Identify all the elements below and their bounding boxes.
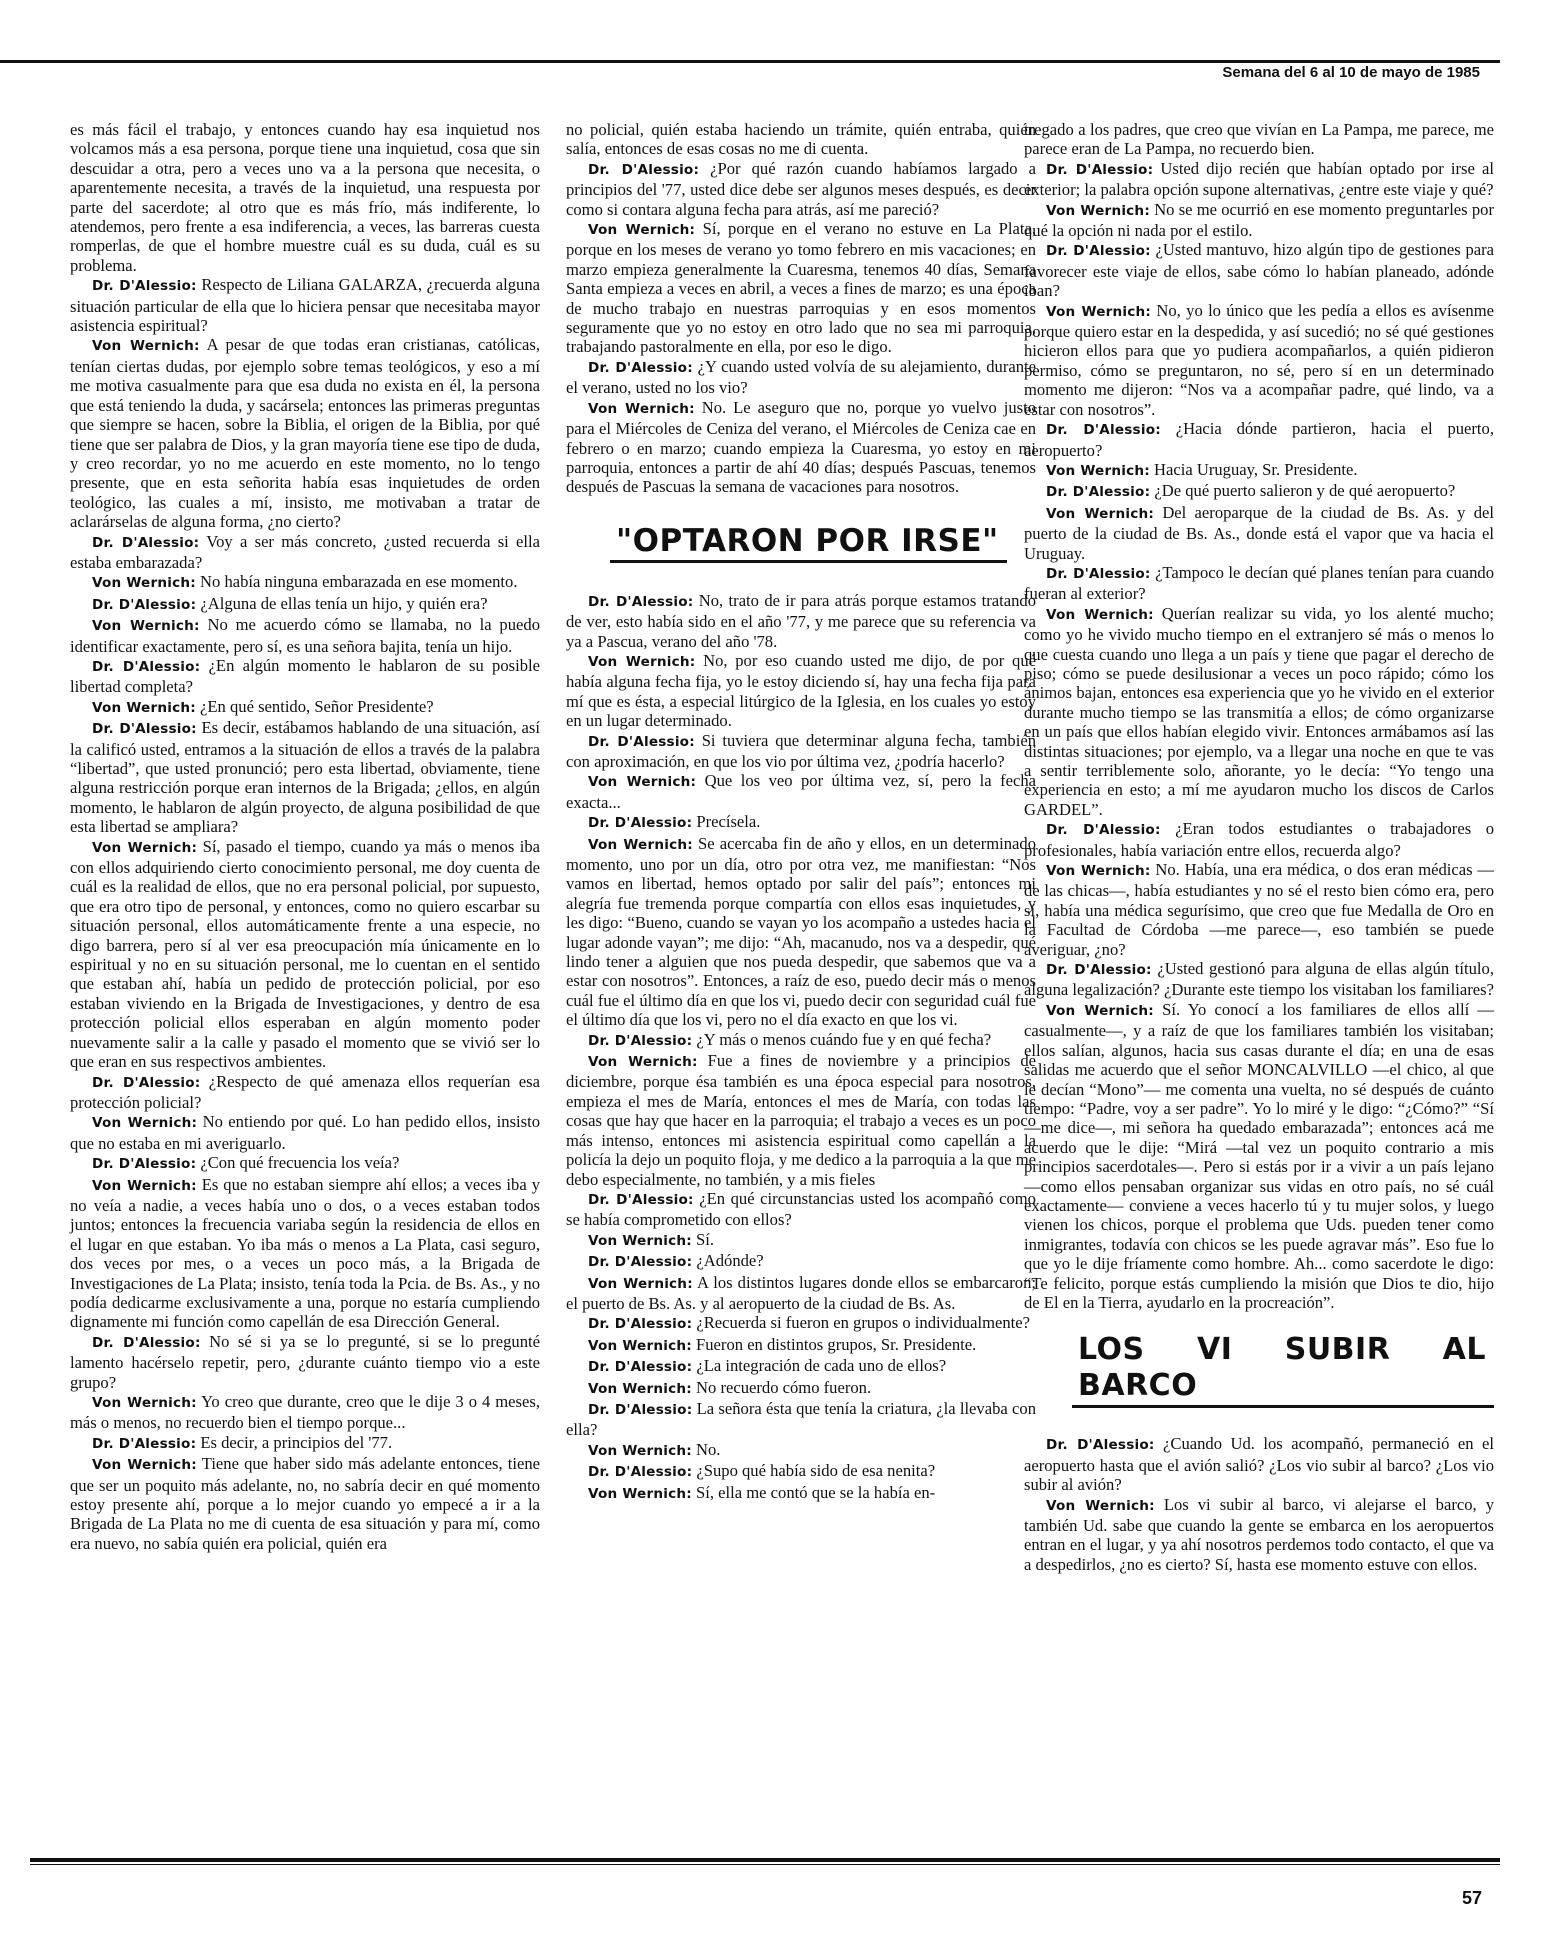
dialogue-text: Es que no estaban siempre ahí ellos; a veces iba y no veía a nadie, a veces había uno o dos, o a veces estaban todos juntos; entonces la frecuencia variaba según la residencia de ellos en el lugar en que estaban. Yo iba más o menos a La Plata, casi seguro, dos veces por mes, o a veces un poco más, a la Brigada de Investigaciones de La Plata; insisto, tenía toda la Pcia. de Bs. As., y no podía dedicarme exclusivamente a una, porque no estaría cumpliendo dignamente mi función como capellán de esa Dirección General. (70, 1174, 540, 1332)
speaker-label: Von Wernich: (1046, 462, 1150, 479)
dialogue-turn (566, 1051, 1036, 1189)
dialogue-turn (1024, 200, 1494, 241)
speaker-label: Von Wernich: (92, 1395, 197, 1411)
speaker-label: Dr. D'Alessio: (1046, 1437, 1155, 1454)
dialogue-text: ¿Hacia dónde partieron, hacia el puerto, aeropuerto? (1024, 419, 1494, 460)
dialogue-text: Que los veo por última vez, sí, pero la fecha exacta... (566, 771, 1036, 812)
speaker-label: Dr. D'Alessio: (588, 815, 693, 832)
dialogue-turn (566, 1189, 1036, 1230)
dialogue-text: No, yo lo único que les pedía a ellos es avísenme porque quiero estar en la despedida, y así sucedió; no sé qué gestiones hicieron ellos para que yo pudiera acompañarlos, a quién pidieron permiso, cómo se preguntaron, no sé, pero sí en un determinado momento me dijeron: “Nos va a acompañar padre, qué lindo, va a estar con nosotros”. (1024, 300, 1494, 419)
dialogue-text: ¿La integración de cada uno de ellos? (696, 1356, 947, 1376)
dialogue-text: ¿Y más o menos cuándo fue y en qué fecha? (696, 1029, 992, 1049)
dialogue-turn (70, 1112, 540, 1153)
dialogue-text: A pesar de que todas eran cristianas, católicas, tenían ciertas dudas, por ejemplo sobre temas teológicos, y eso a mí me motiva casualmente para que esa duda no exista en él, la persona que está teniendo la duda, y sacársela; entonces las primeras preguntas que siempre se hacen, sobre la Biblia, el origen de la Biblia, por qué tiene que ser palabra de Dios, y la gran mayoría tiene ese tipo de duda, y creo recordar, yo no me acuerdo en este momento, no lo tengo presente, que en esta señorita había esas inquietudes de orden teológico, las cuales a mí, insisto, me motivaban a tratar de aclarárselas de alguna forma, ¿no cierto? (70, 335, 541, 532)
section-heading: "OPTARON POR IRSE" (610, 523, 1007, 563)
speaker-label: Dr. D'Alessio: (92, 1156, 197, 1173)
dialogue-turn (1024, 240, 1494, 300)
dialogue-text: tregado a los padres, que creo que vivían en La Pampa, me parece, me parece eran de La Pampa, no recuerdo bien. (1024, 120, 1494, 159)
dialogue-text: Querían realizar su vida, yo los alenté mucho; como yo he vivido mucho tiempo en el extranjero sé más o menos lo que cuesta cuando uno llega a un país y tiene que pagar el derecho de piso; cómo se puede desilusionar a veces un poco rápido; cómo los ánimos bajan, entonces esa experiencia que yo he vivido en el exterior durante mucho tiempo se las transmitía a ellos; de cómo organizarse en un país que ellos habían elegido vivir. Entonces armábamos así las distintas situaciones; por ejemplo, va a llegar una noche en que te vas a sentir terriblemente solo, añorante, yo le decía: “Yo tengo una experiencia en esto; a mí me ayudaron mucho los discos de Carlos GARDEL”. (1024, 603, 1494, 819)
dialogue-turn (1024, 1495, 1494, 1575)
speaker-label: Von Wernich: (588, 1232, 692, 1249)
dialogue-text: ¿En algún momento le hablaron de su posible libertad completa? (70, 655, 540, 697)
dialogue-turn (566, 1313, 1036, 1334)
speaker-label: Dr. D'Alessio: (1046, 484, 1151, 501)
speaker-label: Dr. D'Alessio: (92, 658, 201, 675)
dialogue-turn (1024, 301, 1494, 419)
dialogue-turn (566, 771, 1036, 812)
dialogue-text: Sí, porque en el verano no estuve en La Plata, porque en los meses de verano yo tomo febrero en mis vacaciones; en marzo empieza generalmente la Cuaresma, tenemos 40 días, Semana Santa empieza a veces en abril, a veces a fines de marzo; es una época de mucho trabajo en nuestras parroquias y en esos momentos seguramente que yo no estoy en otro lado que no sea mi parroquia, trabajando pastoralmente en ella, por eso le digo. (566, 219, 1036, 357)
speaker-label: Von Wernich: (588, 653, 696, 670)
speaker-label: Dr. D'Alessio: (1046, 161, 1154, 178)
dialogue-text: ¿Adónde? (696, 1251, 764, 1271)
dialogue-turn (1024, 460, 1494, 481)
dialogue-turn (566, 812, 1036, 833)
dialogue-turn (566, 591, 1036, 651)
footer-rule-thin (30, 1864, 1500, 1865)
speaker-label: Von Wernich: (588, 1275, 693, 1292)
dialogue-turn (70, 572, 540, 593)
dialogue-turn (566, 1230, 1036, 1251)
speaker-label: Von Wernich: (588, 774, 697, 791)
dialogue-text: Se acercaba fin de año y ellos, en un determinado momento, uno por un día, otro por otra vez, me manifiestan: “Nos vamos en libertad, hemos optado por salir del país”; entonces mi alegría fue tremenda porque compartía con ellos esas inquietudes, y les digo: “Bueno, cuando se vayan yo los acompaño a ustedes hacia el lugar adonde vayan”; me dijo: “Ah, macanudo, nos va a despedir, qué lindo tener a alguien que nos pueda despedir, que sabemos que va a estar con nosotros”. Entonces, a raíz de eso, puedo decir más o menos cuál fue el último día en que los vi, puedo decir con seguridad cuál fue el último día que los vi, pero no el día exacto en que los vi. (566, 833, 1036, 1030)
dialogue-turn (70, 1392, 540, 1433)
speaker-label: Dr. D'Alessio: (588, 1254, 693, 1271)
dialogue-turn (566, 1378, 1036, 1399)
column-left (70, 120, 540, 1553)
dialogue-text: No, trato de ir para atrás porque estamos tratando de ver, esto había sido en el año '77, y me parece que su referencia va ya a Pascua, verano del año '78. (566, 590, 1036, 651)
dialogue-turn (1024, 959, 1494, 1000)
header-date: Semana del 6 al 10 de mayo de 1985 (1222, 64, 1480, 81)
dialogue-text: Voy a ser más concreto, ¿usted recuerda si ella estaba embarazada? (70, 531, 541, 572)
speaker-label: Von Wernich: (1046, 303, 1152, 320)
dialogue-text: Es decir, estábamos hablando de una situación, así la calificó usted, entramos a la situación de ellos a través de la palabra “libertad”, que usted pronunció; pero esta libertad, obviamente, tiene alguna restricción porque eran internos de la Brigada; ¿ellos, en algún momento, le hablaron de algún proyecto, de alguna posibilidad de que esta libertad se ampliara? (70, 718, 540, 837)
continued-paragraph (1024, 120, 1494, 159)
dialogue-turn (566, 1440, 1036, 1461)
speaker-label: Dr. D'Alessio: (588, 359, 693, 376)
dialogue-turn (70, 718, 540, 836)
dialogue-turn (70, 532, 540, 573)
dialogue-text: A los distintos lugares donde ellos se embarcaron; el puerto de Bs. As. y al aeropuerto de la ciudad de Bs. As. (566, 1272, 1036, 1313)
speaker-label: Von Wernich: (92, 699, 196, 716)
dialogue-text: No me acuerdo cómo se llamaba, no la puedo identificar exactamente, pero sí, es una señora bajita, tenía un hijo. (70, 615, 540, 656)
dialogue-turn (566, 1030, 1036, 1051)
speaker-label: Von Wernich: (588, 1380, 692, 1397)
speaker-label: Von Wernich: (92, 1115, 198, 1132)
speaker-label: Von Wernich: (588, 1337, 692, 1354)
speaker-label: Von Wernich: (588, 1485, 692, 1502)
dialogue-turn (566, 731, 1036, 772)
speaker-label: Dr. D'Alessio: (588, 161, 700, 178)
speaker-label: Von Wernich: (92, 1457, 197, 1474)
dialogue-text: La señora ésta que tenía la criatura, ¿la llevaba con ella? (566, 1398, 1036, 1440)
speaker-label: Von Wernich: (588, 400, 695, 417)
speaker-label: Von Wernich: (588, 836, 693, 853)
speaker-label: Von Wernich: (1046, 1497, 1155, 1514)
dialogue-text: No sé si ya se lo pregunté, si se lo pregunté lamento hacérselo repetir, pero, ¿durante cuánto tiempo vio a este grupo? (70, 1331, 540, 1392)
dialogue-text: Sí. Yo conocí a los familiares de ellos allí —casualmente—, y a raíz de que los familiares también los visitaban; ellos salían, algunos, hacia sus casas durante el día; en una de esas salidas me acuerdo que el señor MONCALVILLO —el chico, al que le decían “Mono”— me comenta una vuelta, no sé después de cuánto tiempo: “Padre, voy a ser padre”. Yo lo miré y le digo: “¿Cómo?” “Sí —me dice—, mi señora ha quedado embarazada”; entonces acá me acuerdo que le dije: “Mirá —tal vez un poquito contrario a mis principios sacerdotales—. Pero si estás por ir a vivir a un país lejano —como ellos pensaban organizar sus vidas en otro país, no sé cuál exactamente— conviene a veces hacerlo tú y tu mujer solos, y luego vienen los chicos, porque el problema que Uds. pueden tener como inmigrantes, todavía con chicos se les puede agravar más”. Eso fue lo que yo le dije fríamente como hombre. Ah... como sacerdote le digo: “Te felicito, porque estás cumpliendo la misión que Dios te dio, hijo de El en la Tierra, ayudarlo en la procreación”. (1024, 999, 1494, 1312)
dialogue-turn (566, 357, 1036, 398)
dialogue-text: No había ninguna embarazada en ese momento. (200, 572, 518, 592)
dialogue-turn (1024, 1434, 1494, 1494)
dialogue-turn (70, 1153, 540, 1174)
speaker-label: Dr. D'Alessio: (1046, 962, 1152, 979)
dialogue-turn (566, 1251, 1036, 1272)
dialogue-turn (1024, 159, 1494, 200)
dialogue-turn (1024, 1000, 1494, 1313)
column-right (1024, 120, 1494, 1574)
dialogue-turn (70, 1332, 540, 1392)
speaker-label: Dr. D'Alessio: (588, 593, 694, 610)
dialogue-text: ¿Y cuando usted volvía de su alejamiento, durante el verano, usted no los vio? (566, 356, 1036, 398)
dialogue-text: es más fácil el trabajo, y entonces cuando hay esa inquietud nos volcamos más a esa persona, porque tiene una inquietud, cosa que sin descuidar a otra, pero a veces uno va a la persona que necesita, o aparentemente necesita, a través de la inquietud, una respuesta por parte del sacerdote; al otro que es más frío, más indiferente, lo atendemos, pero frente a esa indiferencia, a veces, las barreras cuesta romperlas, de que el hombre muestre cuál es su duda, cuál es su problema. (70, 120, 540, 275)
dialogue-text: Hacia Uruguay, Sr. Presidente. (1154, 459, 1358, 479)
dialogue-text: Yo creo que durante, creo que le dije 3 o 4 meses, más o menos, no recuerdo bien el tiempo porque... (70, 1392, 540, 1433)
dialogue-turn (566, 1461, 1036, 1482)
dialogue-text: ¿Respecto de qué amenaza ellos requerían esa protección policial? (70, 1071, 540, 1112)
dialogue-text: ¿En qué sentido, Señor Presidente? (200, 696, 434, 716)
dialogue-turn (70, 1072, 540, 1113)
dialogue-text: Sí, ella me contó que se la había en- (696, 1482, 936, 1502)
speaker-label: Dr. D'Alessio: (92, 1074, 201, 1091)
speaker-label: Dr. D'Alessio: (92, 721, 197, 738)
section-heading: LOS VI SUBIR AL BARCO (1072, 1332, 1494, 1408)
dialogue-text: No, por eso cuando usted me dijo, de por qué había alguna fecha fija, yo le estoy diciendo sí, hay una fecha fija para mí que es ésta, a especial litúrgico de la Iglesia, en los cuales yo estoy en un lugar determinado. (566, 650, 1036, 731)
dialogue-turn (70, 335, 540, 531)
speaker-label: Dr. D'Alessio: (1046, 422, 1161, 439)
dialogue-turn (70, 1454, 540, 1553)
dialogue-turn (70, 1433, 540, 1454)
dialogue-turn (70, 656, 540, 697)
dialogue-turn (1024, 419, 1494, 460)
dialogue-text: No. (696, 1439, 721, 1459)
dialogue-text: ¿Usted mantuvo, hizo algún tipo de gestiones para favorecer este viaje de ellos, sabe cómo lo habían planeado, adónde iban? (1024, 240, 1494, 301)
speaker-label: Von Wernich: (92, 1177, 197, 1194)
speaker-label: Von Wernich: (92, 839, 198, 856)
footer-rule (30, 1858, 1500, 1862)
dialogue-text: Fueron en distintos grupos, Sr. Presidente. (696, 1334, 977, 1354)
dialogue-text: ¿Recuerda si fueron en grupos o individualmente? (696, 1313, 1030, 1333)
speaker-label: Von Wernich: (1046, 202, 1150, 219)
speaker-label: Von Wernich: (1046, 505, 1155, 522)
speaker-label: Von Wernich: (1046, 863, 1151, 880)
dialogue-turn (566, 1399, 1036, 1440)
dialogue-text: ¿Con qué frecuencia los veía? (200, 1153, 400, 1173)
dialogue-text: No. Había, una era médica, o dos eran médicas —de las chicas—, había estudiantes y no sé el resto bien cómo era, pero sí, había una médica segurísimo, que creo que fue Medalla de Oro en la Facultad de Córdoba —me parece—, eso también se puede averiguar, ¿no? (1024, 860, 1494, 959)
speaker-label: Dr. D'Alessio: (92, 1435, 197, 1452)
speaker-label: Von Wernich: (1046, 606, 1154, 623)
dialogue-turn (566, 1273, 1036, 1314)
dialogue-text: ¿Eran todos estudiantes o trabajadores o profesionales, había variación entre ellos, recuerda algo? (1024, 819, 1495, 860)
dialogue-text: Sí, pasado el tiempo, cuando ya más o menos iba con ellos adquiriendo cierto conocimiento personal, me doy cuenta de cuál es la realidad de ellos, que no era personal policial, por supuesto, que era otro tipo de personal, y entonces, como no quiero escarbar su situación personal, ellos automáticamente frente a una especie, no digo barrera, pero sí al ver esa preocupación mía únicamente en lo espiritual y no en su situación personal, me lo cuentan en el sentido que estaban ahí, había un pedido de protección policial, por eso estaban viviendo en la Brigada de Investigaciones, y dentro de esa protección policial ellos esperaban en algún momento poder nuevamente salir a la calle y pasado el momento que se vivió ser lo que eran en sus respectivos ambientes. (70, 836, 540, 1072)
page-number: 57 (1461, 1888, 1482, 1908)
speaker-label: Dr. D'Alessio: (588, 733, 695, 750)
speaker-label: Dr. D'Alessio: (92, 534, 200, 551)
dialogue-text: ¿Alguna de ellas tenía un hijo, y quién era? (200, 593, 488, 613)
dialogue-turn (70, 615, 540, 656)
dialogue-text: No recuerdo cómo fueron. (696, 1377, 872, 1397)
speaker-label: Von Wernich: (588, 1054, 698, 1071)
speaker-label: Von Wernich: (92, 618, 200, 635)
dialogue-turn (1024, 563, 1494, 604)
dialogue-turn (566, 1335, 1036, 1356)
dialogue-text: ¿Cuando Ud. los acompañó, permaneció en el aeropuerto hasta que el avión salió? ¿Los vio subir al barco? ¿Los vio subir al avión? (1024, 1434, 1494, 1495)
dialogue-text: No se me ocurrió en ese momento preguntarles por qué la opción ni nada por el estilo. (1024, 199, 1494, 241)
dialogue-turn (70, 594, 540, 615)
dialogue-turn (566, 398, 1036, 497)
dialogue-text: ¿En qué circunstancias usted los acompañó como se había comprometido con ellos? (566, 1188, 1036, 1230)
dialogue-turn (566, 159, 1036, 219)
dialogue-text: ¿Tampoco le decían qué planes tenían para cuando fueran al exterior? (1024, 562, 1494, 604)
speaker-label: Dr. D'Alessio: (588, 1464, 693, 1481)
speaker-label: Dr. D'Alessio: (92, 278, 197, 295)
speaker-label: Dr. D'Alessio: (1046, 822, 1161, 839)
dialogue-turn (566, 1483, 1036, 1504)
dialogue-text: Es decir, a principios del '77. (200, 1432, 393, 1452)
dialogue-text: ¿De qué puerto salieron y de qué aeropuerto? (1154, 481, 1456, 501)
speaker-label: Von Wernich: (588, 222, 696, 239)
dialogue-text: Sí. (696, 1229, 715, 1249)
speaker-label: Dr. D'Alessio: (92, 596, 197, 613)
dialogue-turn (1024, 819, 1494, 860)
dialogue-turn (566, 219, 1036, 357)
dialogue-turn (1024, 604, 1494, 819)
dialogue-turn (70, 275, 540, 335)
speaker-label: Dr. D'Alessio: (588, 1032, 693, 1049)
speaker-label: Dr. D'Alessio: (1046, 243, 1151, 260)
speaker-label: Dr. D'Alessio: (588, 1316, 693, 1333)
dialogue-text: ¿Por qué razón cuando habíamos largado a principios del '77, usted dice debe ser algunos meses después, es decir como si contara alguna fecha para atrás, así me pareció? (566, 158, 1036, 219)
dialogue-text: Tiene que haber sido más adelante entonces, tiene que ser un poquito más adelante, no, no sabría decir en qué momento estoy presente ahí, porque a lo mejor cuando yo empecé a ir a la Brigada de La Plata no me di cuenta de esa situación y para mí, como era nuevo, no sabía quién era policial, quién era (70, 1454, 541, 1553)
dialogue-text: Si tuviera que determinar alguna fecha, también con aproximación, en que los vio por última vez, ¿podría hacerlo? (566, 730, 1036, 771)
speaker-label: Von Wernich: (92, 338, 200, 355)
dialogue-text: No entiendo por qué. Lo han pedido ellos, insisto que no estaba en mi averiguarlo. (70, 1112, 541, 1153)
dialogue-text: Los vi subir al barco, vi alejarse el barco, y también Ud. sabe que cuando la gente se embarca en los aeropuertos entran en el lugar, y ya ahí nosotros perdemos todo contacto, el que va a despedirlos, ¿no es cierto? Sí, hasta ese momento estuve con ellos. (1024, 1494, 1494, 1574)
dialogue-text: Fue a fines de noviembre y a principios de diciembre, porque ésa también es una época especial para nosotros, empieza el mes de María, entonces el mes de María, con todas las cosas que hay que hacer en la parroquia; el trabajo a veces es un poco más intenso, entonces mi asistencia espiritual como capellán a la policía la dejo un poquito floja, y me dedico a la parroquia a la que me debo especialmente, no también, y a mis fieles (566, 1051, 1037, 1189)
dialogue-text: ¿Supo qué había sido de esa nenita? (696, 1461, 936, 1481)
speaker-label: Von Wernich: (92, 575, 196, 592)
dialogue-turn (70, 837, 540, 1072)
continued-paragraph (566, 120, 1036, 159)
dialogue-turn (1024, 481, 1494, 502)
dialogue-turn (1024, 860, 1494, 959)
dialogue-text: Respecto de Liliana GALARZA, ¿recuerda alguna situación particular de ella que lo hiciera pensar que necesitaba mayor asistencia espiritual? (70, 275, 540, 336)
dialogue-text: Del aeroparque de la ciudad de Bs. As. y del puerto de la ciudad de Bs. As., donde está el vapor que va hacia el Uruguay. (1024, 502, 1494, 563)
dialogue-turn (70, 1175, 540, 1332)
speaker-label: Von Wernich: (588, 1442, 692, 1459)
dialogue-turn (566, 1356, 1036, 1377)
dialogue-text: No. Le aseguro que no, porque yo vuelvo justo para el Miércoles de Ceniza del verano, el Miércoles de Ceniza cae en febrero o en marzo; cuando empieza la Cuaresma, yo estoy en mi parroquia, entonces a partir de ahí 40 días; después Pascuas, tenemos después de Pascuas la semana de vacaciones para nosotros. (566, 397, 1036, 497)
dialogue-turn (70, 697, 540, 718)
dialogue-text: no policial, quién estaba haciendo un trámite, quién entraba, quién salía, entonces de esas cosas no me di cuenta. (566, 120, 1036, 159)
dialogue-text: ¿Usted gestionó para alguna de ellas algún título, alguna legalización? ¿Durante este tiempo los visitaban los familiares? (1024, 959, 1494, 1000)
speaker-label: Dr. D'Alessio: (1046, 565, 1151, 582)
dialogue-turn (566, 834, 1036, 1030)
column-middle (566, 120, 1036, 1504)
header-rule (0, 60, 1500, 63)
speaker-label: Dr. D'Alessio: (92, 1334, 201, 1351)
dialogue-turn (1024, 503, 1494, 563)
dialogue-turn (566, 651, 1036, 731)
speaker-label: Dr. D'Alessio: (588, 1401, 693, 1418)
dialogue-text: Precísela. (696, 812, 761, 832)
speaker-label: Dr. D'Alessio: (588, 1359, 693, 1376)
speaker-label: Von Wernich: (1046, 1002, 1154, 1019)
continued-paragraph (70, 120, 540, 275)
dialogue-text: Usted dijo recién que habían optado por irse al exterior; la palabra opción supone alternativas, ¿entre este viaje y qué? (1024, 158, 1495, 200)
speaker-label: Dr. D'Alessio: (588, 1191, 694, 1208)
